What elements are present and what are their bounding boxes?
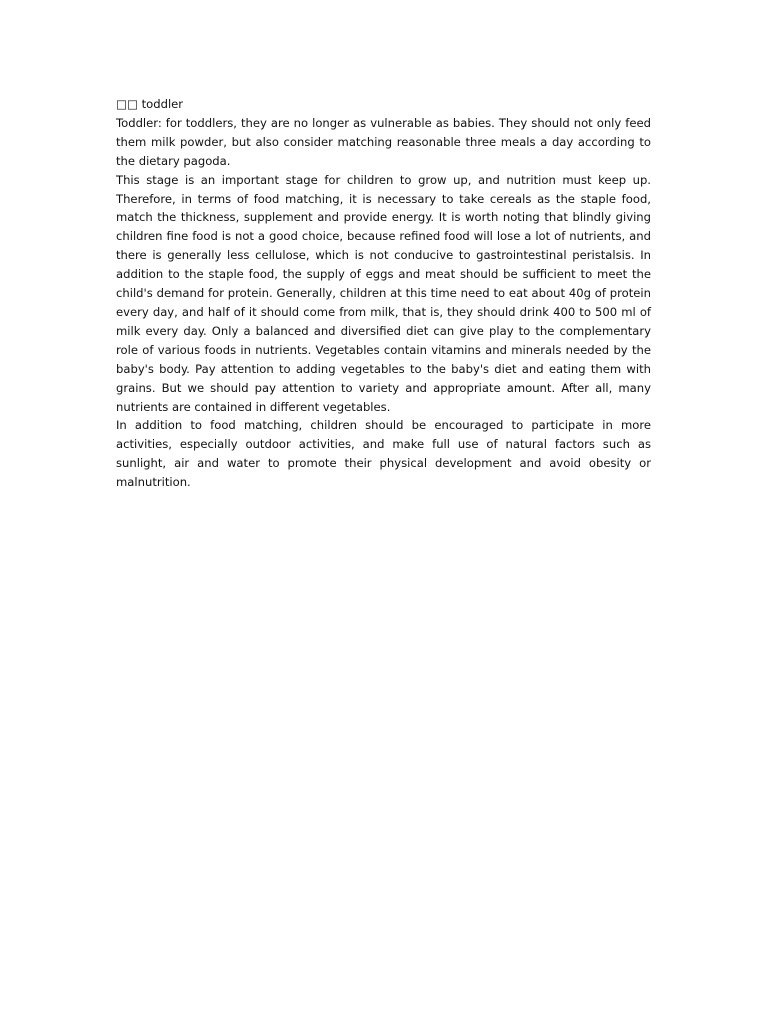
section-heading: □□ toddler [116,97,184,111]
paragraph-nutrition: This stage is an important stage for children to grow up, and nutrition must keep up. Therefore, in terms of food matching, it is necessary to take cereals as the staple food, match the thickness, supplement and provide energy. It is worth noting that blindly giving children fine food is not a good choice, because refined food will lose a lot of nutrients, and there is generally less cellulose, which is not conducive to gastrointestinal peristalsis. In addition to the staple food, the supply of eggs and meat should be sufficient to meet the child's demand for protein. Generally, children at this time need to eat about 40g of protein every day, and half of it should come from milk, that is, they should drink 400 to 500 ml of milk every day. Only a balanced and diversified diet can give play to the complementary role of various foods in nutrients. Vegetables contain vitamins and minerals needed by the baby's body. Pay attention to adding vegetables to the baby's diet and eating them with grains. But we should pay attention to variety and appropriate amount. After all, many nutrients are contained in different vegetables. [116,172,651,414]
document-body [116,95,651,492]
paragraph-activities: In addition to food matching, children should be encouraged to participate in more activities, especially outdoor activities, and make full use of natural factors such as sunlight, air and water to promote their physical development and avoid obesity or malnutrition. [116,418,651,490]
paragraph-intro: Toddler: for toddlers, they are no longer as vulnerable as babies. They should not only feed them milk powder, but also consider matching reasonable three meals a day according to the dietary pagoda. [116,115,651,168]
